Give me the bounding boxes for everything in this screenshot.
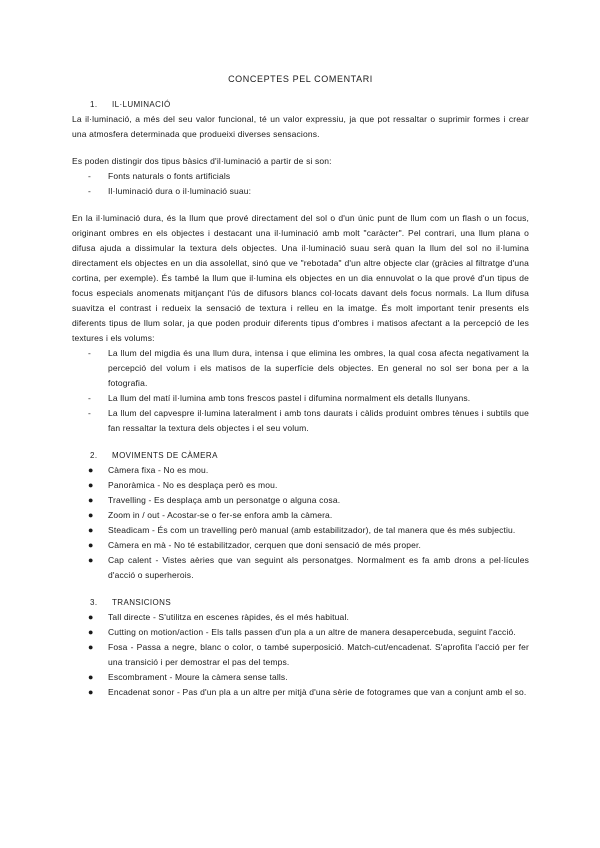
paragraph-intro: La il·luminació, a més del seu valor funcional, té un valor expressiu, ja que pot ressaltar o suprimir formes i crear una atmosfera determinada que produeixi diverses sensacions. bbox=[72, 114, 529, 139]
list-item-text: Zoom in / out - Acostar-se o fer-se enfora amb la càmera. bbox=[108, 510, 333, 520]
dash-bullet: - bbox=[88, 393, 91, 403]
list-item-text: Càmera fixa - No es mou. bbox=[108, 465, 209, 475]
list-item bbox=[72, 625, 529, 640]
list-item bbox=[72, 610, 529, 625]
list-item-text: Panoràmica - No es desplaça però es mou. bbox=[108, 480, 278, 490]
dot-bullet: ● bbox=[88, 687, 94, 697]
list-item-text: Travelling - Es desplaça amb un personatge o alguna cosa. bbox=[108, 495, 341, 505]
section-title: IL·LUMINACIÓ bbox=[112, 100, 171, 109]
list-item bbox=[72, 463, 529, 478]
list-item-text: Fosa - Passa a negre, blanc o color, o també superposició. Match-cut/encadenat. S'aprofita l'acció per fer una transició i per demostrar el pas del temps. bbox=[108, 642, 529, 667]
section-number: 3. bbox=[90, 598, 98, 607]
transitions-list bbox=[72, 610, 529, 700]
list-item-text: Steadicam - És com un travelling però manual (amb estabilitzador), de tal manera que és més subjectiu. bbox=[108, 525, 516, 535]
section-heading-moviments bbox=[72, 448, 529, 463]
dash-bullet: - bbox=[88, 408, 91, 418]
dash-bullet: - bbox=[88, 171, 91, 181]
list-item bbox=[72, 478, 529, 493]
list-item bbox=[72, 184, 529, 199]
paragraph-light-body: En la il·luminació dura, és la llum que prové directament del sol o d'un únic punt de llum com un flash o un focus, originant ombres en els objectes i destacant una il·luminació amb molt "caràcter". Pel contrari, una llum plana o difusa ajuda a dissimular la textura dels objectes. Una il·luminació suau serà quan la llum del sol no il·lumina directament els objectes en un dia assolellat, sinó que ve "rebotada" d'un altre objecte clar (gràcies al filtratge d'una cortina, per exemple). És també la llum que il·lumina els objectes en un dia ennuvolat o la que prové d'un tipus de focus especials anomenats mitjançant l'ús de difusors blancs col·locats davant dels focus normals. La llum difusa suavitza el contrast i redueix la sensació de textura i relleu en la imatge. És molt important tenir presents els diferents tipus de llum solar, ja que poden produir diferents tipus d'ombres i matisos afectant a la percepció de les textures i els volums: bbox=[72, 213, 529, 343]
list-item-text: Encadenat sonor - Pas d'un pla a un altre per mitjà d'una sèrie de fotogrames que van a conjunt amb el so. bbox=[108, 687, 527, 697]
dot-bullet: ● bbox=[88, 555, 94, 565]
list-item-text: Il·luminació dura o il·luminació suau: bbox=[108, 186, 252, 196]
camera-movements-list bbox=[72, 463, 529, 583]
list-item-text: Escombrament - Moure la càmera sense talls. bbox=[108, 672, 288, 682]
list-item bbox=[72, 553, 529, 583]
dot-bullet: ● bbox=[88, 672, 94, 682]
dot-bullet: ● bbox=[88, 627, 94, 637]
dash-bullet: - bbox=[88, 348, 91, 358]
list-item-text: La llum del migdia és una llum dura, intensa i que elimina les ombres, la qual cosa afecta negativament la percepció del volum i els matisos de la superfície dels objectes. En general no sol ser bona per a la fotografia. bbox=[108, 348, 529, 388]
list-item-text: Cutting on motion/action - Els talls passen d'un pla a un altre de manera desapercebuda, seguint l'acció. bbox=[108, 627, 516, 637]
dot-bullet: ● bbox=[88, 480, 94, 490]
light-list bbox=[72, 346, 529, 436]
list-item-text: Càmera en mà - No té estabilitzador, cerquen que doni sensació de més proper. bbox=[108, 540, 421, 550]
section-number: 1. bbox=[90, 100, 98, 109]
list-item bbox=[72, 508, 529, 523]
paragraph-types-intro: Es poden distingir dos tipus bàsics d'il·luminació a partir de si son: bbox=[72, 156, 332, 166]
list-item-text: Cap calent - Vistes aèries que van seguint als personatges. Normalment es fa amb drons a pel·lícules d'acció o superherois. bbox=[108, 555, 529, 580]
list-item bbox=[72, 391, 529, 406]
list-item-text: Fonts naturals o fonts artificials bbox=[108, 171, 231, 181]
list-item bbox=[72, 346, 529, 391]
dot-bullet: ● bbox=[88, 465, 94, 475]
list-item bbox=[72, 685, 529, 700]
list-item bbox=[72, 538, 529, 553]
section-title: TRANSICIONS bbox=[112, 598, 172, 607]
dot-bullet: ● bbox=[88, 540, 94, 550]
section-heading-transicions bbox=[72, 595, 529, 610]
list-item-text: Tall directe - S'utilitza en escenes ràpides, és el més habitual. bbox=[108, 612, 349, 622]
section-number: 2. bbox=[90, 451, 98, 460]
section-title: MOVIMENTS DE CÀMERA bbox=[112, 451, 218, 460]
section-heading-illuminacio bbox=[72, 97, 529, 112]
dot-bullet: ● bbox=[88, 642, 94, 652]
dot-bullet: ● bbox=[88, 525, 94, 535]
document-title: CONCEPTES PEL COMENTARI bbox=[228, 74, 373, 84]
dot-bullet: ● bbox=[88, 510, 94, 520]
list-item bbox=[72, 670, 529, 685]
list-item-text: La llum del capvespre il·lumina lateralment i amb tons daurats i càlids produint ombres tènues i subtils que fan ressaltar la textura dels objectes i el seu volum. bbox=[108, 408, 529, 433]
list-item-text: La llum del matí il·lumina amb tons frescos pastel i difumina normalment els detalls llunyans. bbox=[108, 393, 471, 403]
list-item bbox=[72, 169, 529, 184]
dot-bullet: ● bbox=[88, 612, 94, 622]
list-item bbox=[72, 640, 529, 670]
types-list bbox=[72, 169, 529, 199]
list-item bbox=[72, 406, 529, 436]
list-item bbox=[72, 493, 529, 508]
document-content bbox=[72, 72, 529, 700]
dash-bullet: - bbox=[88, 186, 91, 196]
list-item bbox=[72, 523, 529, 538]
dot-bullet: ● bbox=[88, 495, 94, 505]
